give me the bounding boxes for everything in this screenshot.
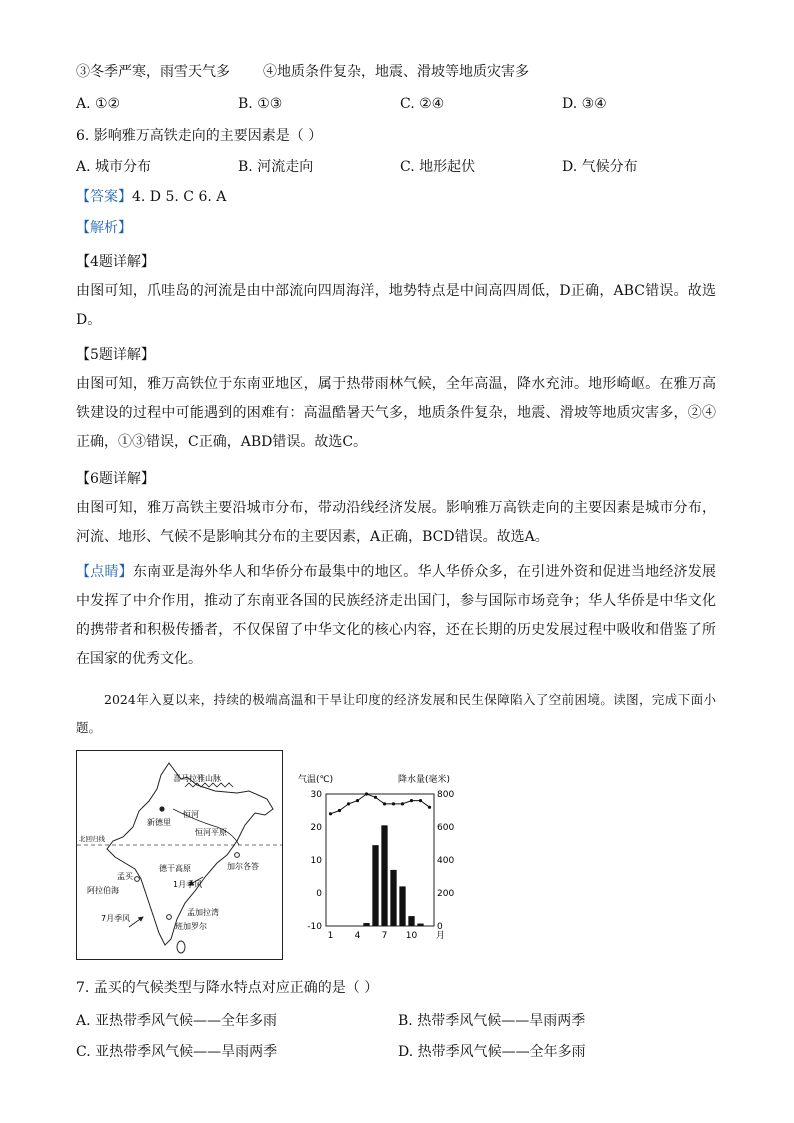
precip-bar <box>381 825 387 926</box>
q7-choice-d: D. 热带季风气候——全年多雨 <box>398 1044 586 1060</box>
temperature-line <box>331 794 430 814</box>
answer-text: 4. D 5. C 6. A <box>132 189 227 205</box>
q5-choice-d: D. ③④ <box>562 96 607 112</box>
precip-bar <box>390 870 396 926</box>
label-tropic: 北回归线 <box>79 835 105 843</box>
x-tick-label: 4 <box>354 931 361 941</box>
q5-option-4: ④地质条件复杂，地震、滑坡等地质灾害多 <box>263 64 529 80</box>
x-tick-label: 1 <box>327 931 334 941</box>
q7-choice-c: C. 亚热带季风气候——旱雨两季 <box>76 1044 278 1060</box>
label-mumbai: 孟买 <box>117 872 133 881</box>
temperature-point <box>401 802 404 805</box>
jul-monsoon-arrow <box>129 917 143 927</box>
answer-line <box>76 187 226 207</box>
y-label-left: 气温(℃) <box>298 775 334 785</box>
kolkata-dot <box>235 853 240 858</box>
temperature-point <box>338 809 341 812</box>
climate-chart <box>298 770 458 948</box>
precip-bar <box>372 845 378 926</box>
temperature-point <box>356 799 359 802</box>
detail5-text: 由图可知，雅万高铁位于东南亚地区，属于热带雨林气候，全年高温，降水充沛。地形崎岖。在雅万高铁建设的过程中可能遇到的困难有：高温酷暑天气多，地质条件复杂，地震、滑坡等地质灾害多，②④正确，①③错误，C正确，ABD错误。故选C。 <box>76 376 716 450</box>
precip-bar <box>363 923 369 926</box>
left-tick-label: 10 <box>310 856 322 866</box>
label-bangalore: 班加罗尔 <box>175 922 207 931</box>
plot-frame <box>326 794 434 926</box>
newdelhi-dot <box>159 806 164 811</box>
q7-choice-b: B. 热带季风气候——旱雨两季 <box>398 1013 586 1029</box>
y-label-right: 降水量(毫米) <box>398 775 451 785</box>
right-tick-label: 600 <box>437 823 455 833</box>
x-tick-label: 10 <box>405 931 418 941</box>
precip-bar <box>408 916 414 926</box>
right-tick-label: 400 <box>437 856 455 866</box>
q6-choice-d: D. 气候分布 <box>562 159 638 175</box>
note-text: 东南亚是海外华人和华侨分布最集中的地区。华人华侨众多，在引进外资和促进当地经济发展中发挥了中介作用，推动了东南亚各国的民族经济走出国门，参与国际市场竞争；华人华侨是中华文化的携带者和积极传播者，不仅保留了中华文化的核心内容，还在长期的历史发展过程中吸收和借鉴了所在国家的优秀文化。 <box>76 564 717 667</box>
detail6-text: 由图可知，雅万高铁主要沿城市分布，带动沿线经济发展。影响雅万高铁走向的主要因素是城市分布，河流、地形、气候不是影响其分布的主要因素，A正确，BCD错误。故选A。 <box>76 500 716 545</box>
q5-choice-b: B. ①③ <box>238 96 283 112</box>
india-map-svg <box>77 751 282 959</box>
label-newdelhi: 新德里 <box>147 818 171 827</box>
right-tick-label: 800 <box>437 790 455 800</box>
q5-option-3: ③冬季严寒，雨雪天气多 <box>76 64 230 80</box>
label-kolkata: 加尔各答 <box>227 862 259 871</box>
analysis-label: 【解析】 <box>76 220 132 236</box>
detail6-label: 【6题详解】 <box>76 471 155 487</box>
temperature-point <box>374 796 377 799</box>
label-ganges-plain: 恒河平原 <box>195 828 227 837</box>
note-paragraph <box>76 558 716 674</box>
detail4-text: 由图可知，爪哇岛的河流是由中部流向四周海洋，地势特点是中间高四周低，D正确，ABC错误。故选D。 <box>76 283 716 328</box>
left-tick-label: 0 <box>316 889 322 899</box>
climate-chart-svg <box>298 770 458 948</box>
label-arabian-sea: 阿拉伯海 <box>87 886 119 895</box>
q6-choice-b: B. 河流走向 <box>238 159 314 175</box>
temperature-point <box>392 802 395 805</box>
india-map <box>76 750 283 960</box>
mountain-symbol <box>185 783 233 787</box>
precip-bar <box>417 924 423 926</box>
left-tick-label: -10 <box>307 922 322 932</box>
india-outline <box>107 763 273 945</box>
temperature-point <box>383 802 386 805</box>
detail5-label: 【5题详解】 <box>76 347 155 363</box>
label-deccan: 德干高原 <box>159 864 191 873</box>
temperature-point <box>428 806 431 809</box>
bangalore-dot <box>167 915 172 920</box>
x-tick-label: 7 <box>381 931 388 941</box>
label-ganges: 恒河 <box>183 810 199 819</box>
label-bay-bengal: 孟加拉湾 <box>187 908 219 917</box>
q6-stem: 6. 影响雅万高铁走向的主要因素是（ ） <box>76 128 323 144</box>
answer-label: 【答案】 <box>76 189 132 205</box>
detail4-label: 【4题详解】 <box>76 254 155 270</box>
right-tick-label: 0 <box>437 922 443 932</box>
q7-stem: 7. 孟买的气候类型与降水特点对应正确的是（ ） <box>76 980 379 996</box>
label-jul-monsoon: 7月季风 <box>101 914 131 923</box>
intro-paragraph: 2024年入夏以来，持续的极端高温和干旱让印度的经济发展和民生保障陷入了空前困境。读图，完成下面小题。 <box>76 692 716 735</box>
temperature-point <box>419 799 422 802</box>
temperature-point <box>329 812 332 815</box>
left-tick-label: 20 <box>310 823 322 833</box>
left-tick-label: 30 <box>310 790 322 800</box>
q5-choice-a: A. ①② <box>76 96 121 112</box>
q6-choice-c: C. 地形起伏 <box>400 159 476 175</box>
q6-choice-a: A. 城市分布 <box>76 159 152 175</box>
precip-bar <box>399 886 405 926</box>
label-himalaya: 喜马拉雅山脉 <box>173 774 221 783</box>
q7-choice-a: A. 亚热带季风气候——全年多雨 <box>76 1013 278 1029</box>
x-unit-label: 月 <box>436 931 446 941</box>
temperature-point <box>410 799 413 802</box>
temperature-point <box>347 802 350 805</box>
label-jan-monsoon: 1月季风 <box>173 880 203 889</box>
q5-choice-c: C. ②④ <box>400 96 445 112</box>
right-tick-label: 200 <box>437 889 455 899</box>
sri-lanka <box>177 941 185 953</box>
note-label: 【点睛】 <box>76 564 133 580</box>
temperature-point <box>365 792 368 795</box>
mumbai-dot <box>135 877 140 882</box>
